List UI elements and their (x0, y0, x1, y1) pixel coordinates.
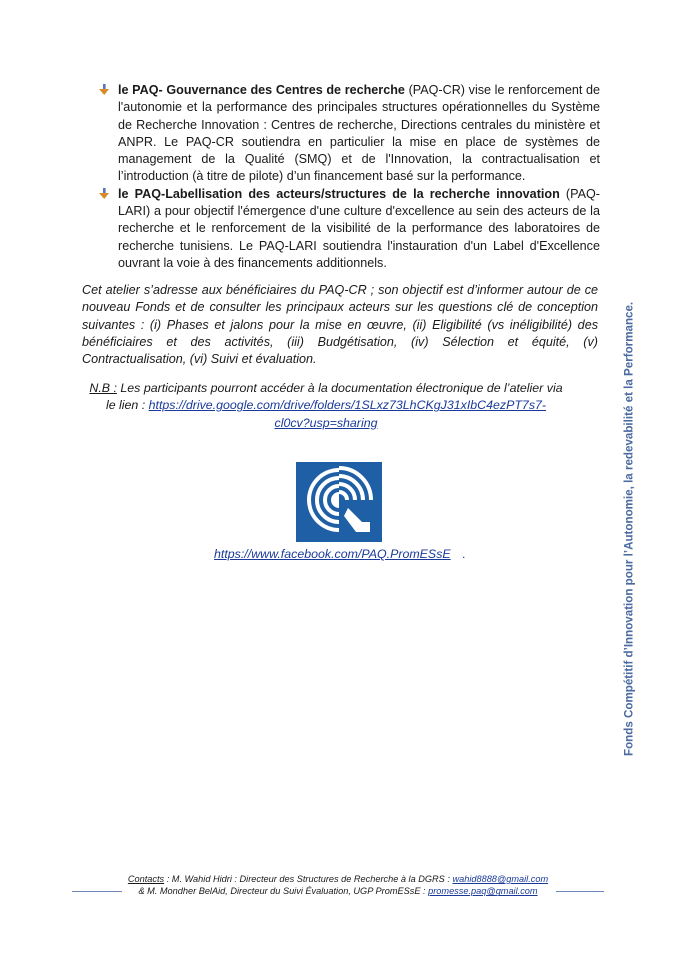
contacts-line2-text: & M. Mondher BelAid, Directeur du Suivi Évaluation, UGP PromESsE : (138, 886, 429, 897)
email-link-promesse[interactable]: promesse.paq@gmail.com (428, 886, 538, 897)
drive-link[interactable]: https://drive.google.com/drive/folders/1SLxz73LhCKgJ31xIbC4ezPT7s7- (148, 398, 547, 413)
bullet-item-paq-lari (98, 186, 600, 272)
bullet-lead-paq-cr: le PAQ- Gouvernance des Centres de recherche (118, 83, 405, 97)
contacts-label: Contacts (127, 874, 165, 884)
bullet-item-paq-cr (98, 82, 600, 186)
bullet-body-paq-lari: (PAQ-LARI) a pour objectif l'émergence d'une culture d'excellence au sein des acteurs de la recherche et le renforcement de la visibilité de la performance des laboratoires de recherche tunisiens. Le PAQ-LARI soutiendra l'instauration d'un Label d'Excellence ouvrant la voie à des financements additionnels. (118, 186, 600, 270)
footer-rule-left (72, 891, 122, 892)
bullet-body-paq-cr: (PAQ-CR) vise le renforcement de l'autonomie et la performance des principales structures opérationnelles du Système de Recherche Innovation : Centres de recherche, Directions centrales du ministère et ANPR. Le PAQ-CR soutiendra en particulier la mise en place de systèmes de management de la Qualité (SMQ) et de l'Innovation, la contractualisation et l’introduction (à titre de pilote) d’un financement basé sur la performance. (118, 83, 600, 184)
workshop-intro-paragraph: Cet atelier s’adresse aux bénéficiaires du PAQ-CR ; son objectif est d’informer autour de ce nouveau Fonds et de consulter les principaux acteurs sur les questions clé de conception suivantes : (i) Phases et jalons pour la mise en œuvre, (ii) Eligibilité (vs inéligibilité) des bénéficiaires et des activités, (iii) Budgétisation, (iv) Sélection et équité, (v) Contractualisation, (vi) Suivi et évaluation. (82, 283, 598, 367)
contacts-line1-text: : M. Wahid Hidri : Directeur des Structures de Recherche à la DGRS : (164, 874, 453, 884)
side-banner-text: Fonds Compétitif d’Innovation pour l’Autonomie, la redevabilité et la Performance. (622, 301, 636, 756)
facebook-link[interactable]: https://www.facebook.com/PAQ.PromESsE (214, 547, 451, 561)
email-link-wahid[interactable]: wahid8888@gmail.com (452, 874, 549, 884)
drive-link-continued[interactable]: cl0cv?usp=sharing (274, 415, 378, 430)
paq-logo-icon (296, 462, 382, 542)
bullet-list (98, 82, 600, 272)
facebook-link-period: . (462, 547, 466, 561)
arrow-down-bullet-icon (98, 84, 110, 96)
bullet-lead-paq-lari: le PAQ-Labellisation des acteurs/structures de la recherche innovation (118, 186, 560, 201)
nb-text: Les participants pourront accéder à la documentation électronique de l’atelier via le lien : (105, 381, 563, 413)
nb-note (86, 380, 566, 432)
nb-label: N.B : (89, 381, 117, 395)
arrow-down-bullet-icon (98, 188, 110, 200)
side-banner (622, 301, 636, 756)
footer-contacts (122, 873, 554, 898)
footer-rule-right (556, 891, 604, 892)
